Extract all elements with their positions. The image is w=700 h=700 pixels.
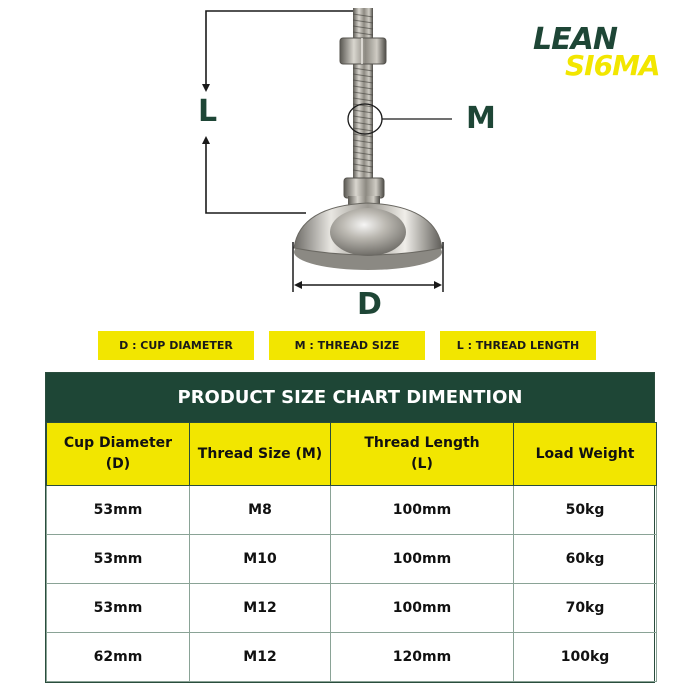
cell-load-weight: 50kg [514,486,657,535]
table-row [47,633,657,682]
cell-thread-length: 120mm [331,633,514,682]
table-row [47,584,657,633]
diameter-label: D [357,287,382,322]
cell-thread-size: M12 [190,633,331,682]
cell-load-weight: 60kg [514,535,657,584]
lean-sigma-logo [533,22,673,85]
table-row [47,486,657,535]
logo-line-1: LEAN [533,22,617,57]
cell-thread-length: 100mm [331,486,514,535]
cell-thread-length: 100mm [331,584,514,633]
header-thread-size: Thread Size (M) [190,423,331,486]
header-load-weight: Load Weight [514,423,657,486]
thread-label: M [466,101,496,136]
length-label: L [198,94,218,129]
header-row [47,423,657,486]
table-title: PRODUCT SIZE CHART DIMENTION [46,373,654,422]
legend-thread-length: L : THREAD LENGTH [440,331,596,360]
cell-thread-size: M10 [190,535,331,584]
cell-cup-diameter: 62mm [47,633,190,682]
cell-cup-diameter: 53mm [47,584,190,633]
cell-load-weight: 70kg [514,584,657,633]
logo-line-2: SI6MA [565,49,660,82]
product-size-chart [45,372,655,683]
cell-cup-diameter: 53mm [47,535,190,584]
cell-load-weight: 100kg [514,633,657,682]
legend-cup-diameter: D : CUP DIAMETER [98,331,254,360]
cell-cup-diameter: 53mm [47,486,190,535]
legend-thread-size: M : THREAD SIZE [269,331,425,360]
table-row [47,535,657,584]
length-dimension-bracket [206,11,354,213]
header-thread-length: Thread Length (L) [331,423,514,486]
header-cup-diameter: Cup Diameter (D) [47,423,190,486]
cell-thread-size: M8 [190,486,331,535]
cell-thread-length: 100mm [331,535,514,584]
cell-thread-size: M12 [190,584,331,633]
size-table [46,422,657,682]
